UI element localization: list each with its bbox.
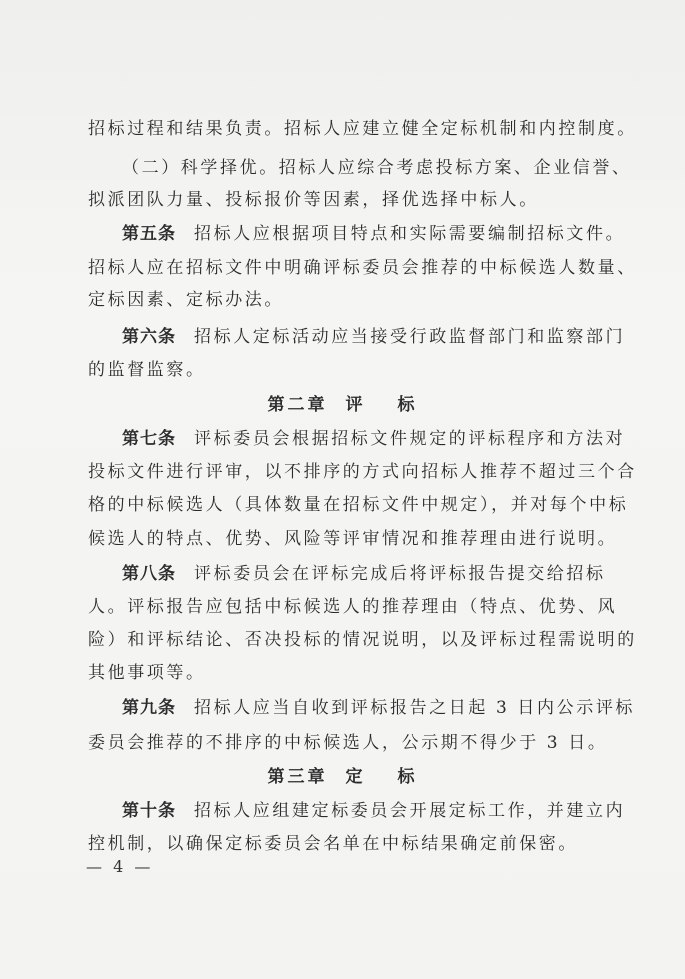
article-8	[122, 563, 608, 585]
body-line: 的监督监察。	[88, 360, 206, 380]
body-text: 招标人应当自收到评标报告之日起 3 日内公示评标	[194, 698, 636, 718]
article-label: 第九条	[122, 698, 176, 718]
chapter-number: 第三章	[267, 767, 328, 787]
chapter-title-char: 标	[397, 395, 418, 415]
article-5	[122, 223, 626, 245]
body-line: 招标人应在招标文件中明确评标委员会推荐的中标候选人数量、	[88, 258, 637, 278]
body-line: 控机制，以确保定标委员会名单在中标结果确定前保密。	[88, 834, 578, 854]
body-line: 人。评标报告应包括中标候选人的推荐理由（特点、优势、风	[88, 597, 618, 617]
chapter-number: 第二章	[267, 395, 328, 415]
body-line: 投标文件进行评审，以不排序的方式向招标人推荐不超过三个合	[88, 462, 637, 482]
body-line: 委员会推荐的不排序的中标候选人，公示期不得少于 3 日。	[88, 733, 608, 753]
body-line: 格的中标候选人（具体数量在招标文件中规定），并对每个中标	[88, 495, 629, 515]
article-label: 第十条	[122, 801, 176, 821]
body-line: 候选人的特点、优势、风险等评审情况和推荐理由进行说明。	[88, 529, 618, 549]
body-text: 招标人定标活动应当接受行政监督部门和监察部门	[194, 327, 626, 347]
page-number: — 4 —	[86, 857, 154, 876]
article-label: 第七条	[122, 429, 176, 449]
body-line: 拟派团队力量、投标报价等因素，择优选择中标人。	[88, 190, 539, 210]
chapter-heading-2	[0, 394, 685, 416]
body-line: 其他事项等。	[88, 663, 206, 683]
body-text: 招标人应根据项目特点和实际需要编制招标文件。	[194, 224, 626, 244]
chapter-title-char: 标	[397, 767, 418, 787]
body-line: 招标过程和结果负责。招标人应建立健全定标机制和内控制度。	[88, 119, 637, 139]
body-text: 评标委员会在评标完成后将评标报告提交给招标	[194, 564, 606, 584]
chapter-title-char: 定	[345, 767, 366, 787]
body-line: 险）和评标结论、否决投标的情况说明，以及评标过程需说明的	[88, 630, 637, 650]
article-label: 第六条	[122, 327, 176, 347]
article-7	[122, 428, 626, 450]
article-9	[122, 697, 636, 719]
chapter-title-char: 评	[345, 395, 366, 415]
article-label: 第五条	[122, 224, 176, 244]
body-line: 定标因素、定标办法。	[88, 290, 284, 310]
article-label: 第八条	[122, 564, 176, 584]
body-text: 招标人应组建定标委员会开展定标工作，并建立内	[194, 801, 626, 821]
body-text: 评标委员会根据招标文件规定的评标程序和方法对	[194, 429, 626, 449]
article-10	[122, 800, 626, 822]
body-line: （二）科学择优。招标人应综合考虑投标方案、企业信誉、	[122, 158, 632, 178]
chapter-heading-3	[0, 766, 685, 788]
article-6	[122, 326, 626, 348]
